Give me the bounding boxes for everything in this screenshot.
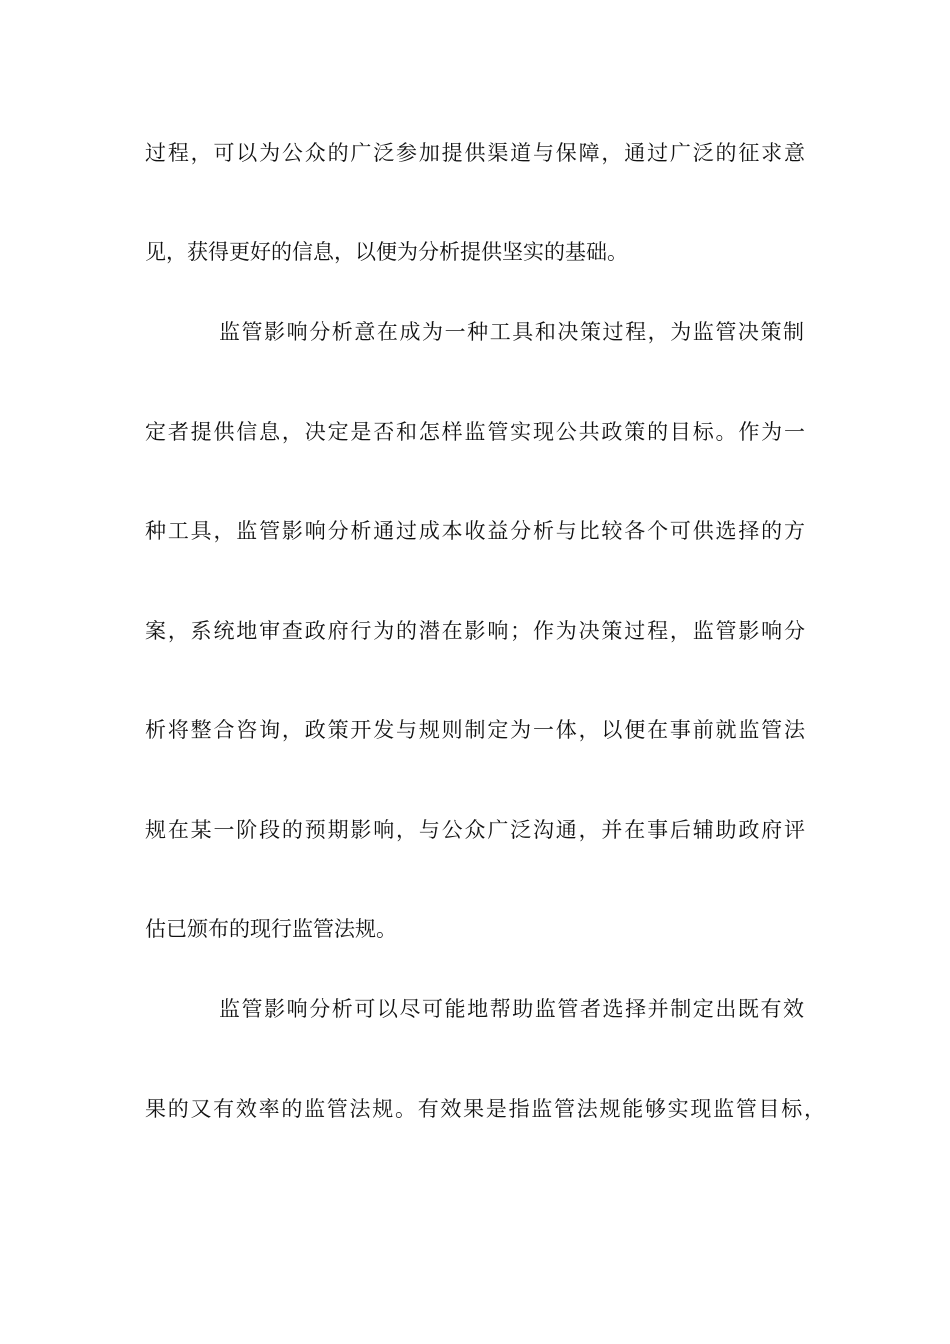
text-line-6: 案，系统地审查政府行为的潜在影响；作为决策过程，监管影响分	[145, 619, 805, 643]
text-line-4: 定者提供信息，决定是否和怎样监管实现公共政策的目标。作为一	[145, 420, 805, 444]
text-line-7: 析将整合咨询，政策开发与规则制定为一体，以便在事前就监管法	[145, 718, 805, 742]
text-line-8: 规在某一阶段的预期影响，与公众广泛沟通，并在事后辅助政府评	[145, 818, 805, 842]
text-line-5: 种工具，监管影响分析通过成本收益分析与比较各个可供选择的方	[145, 519, 805, 543]
text-line-11: 果的又有效率的监管法规。有效果是指监管法规能够实现监管目标，	[145, 1097, 825, 1121]
text-line-9: 估已颁布的现行监管法规。	[145, 917, 397, 941]
text-line-2: 见，获得更好的信息，以便为分析提供坚实的基础。	[145, 240, 628, 264]
text-line-3: 监管影响分析意在成为一种工具和决策过程，为监管决策制	[219, 320, 804, 344]
text-line-1: 过程，可以为公众的广泛参加提供渠道与保障，通过广泛的征求意	[145, 141, 805, 165]
text-line-10: 监管影响分析可以尽可能地帮助监管者选择并制定出既有效	[219, 997, 804, 1021]
